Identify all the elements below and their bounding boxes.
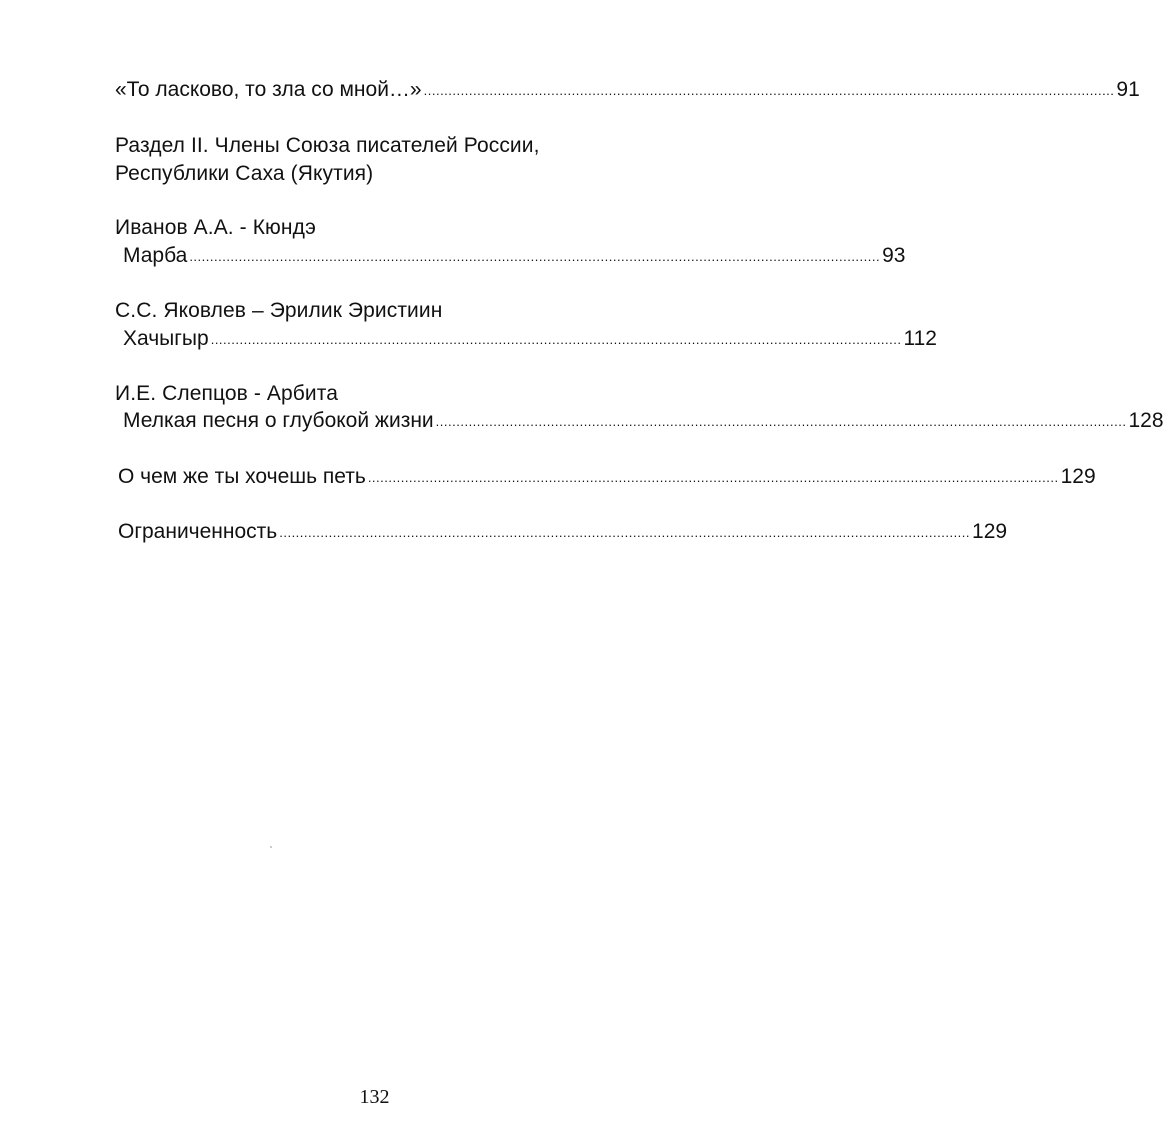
toc-entry-o-chem [118,463,1096,493]
toc-entry-khachygyr [123,325,937,355]
toc-entry-page: 129 [972,520,1008,543]
toc-entry-page: 112 [903,327,937,350]
toc-entry-title: Ограниченность [118,520,278,543]
toc-entry-title: Марба [123,244,188,267]
toc-leader-dots: ........................................................................................................................................................................ [367,470,1059,485]
toc-author-sleptsov: И.Е. Слепцов - Арбита [115,382,338,405]
toc-entry-page: 128 [1128,409,1164,432]
toc-entry-marba [123,242,906,272]
toc-entry-page: 93 [882,244,906,267]
section-heading-line2: Республики Саха (Якутия) [115,162,374,185]
toc-entry-title: Хачыгыр [123,327,209,350]
section-heading-line1: Раздел II. Члены Союза писателей России, [115,134,540,157]
page-number: 132 [359,1086,390,1108]
toc-leader-dots: ........................................................................................................................................................................ [279,525,971,540]
paper-speck [270,846,272,848]
toc-leader-dots: ........................................................................................................................................................................ [435,414,1127,429]
toc-entry-page: 129 [1060,465,1096,488]
toc-entry-title: «То ласково, то зла со мной…» [115,78,422,101]
toc-leader-dots: ........................................................................................................................................................................ [210,332,902,347]
toc-entry-ogranichennost [118,518,1008,548]
toc-author-ivanov: Иванов А.А. - Кюндэ [115,216,316,239]
toc-entry-melkaya-pesnya [123,407,1164,437]
toc-leader-dots: ........................................................................................................................................................................ [189,249,881,264]
toc-author-yakovlev: С.С. Яковлев – Эрилик Эристиин [115,299,443,322]
toc-entry-to-laskovo [115,76,1140,106]
toc-entry-title: О чем же ты хочешь петь [118,465,366,488]
toc-leader-dots: ........................................................................................................................................................................ [423,83,1115,98]
toc-entry-title: Мелкая песня о глубокой жизни [123,409,434,432]
toc-entry-page: 91 [1116,78,1140,101]
